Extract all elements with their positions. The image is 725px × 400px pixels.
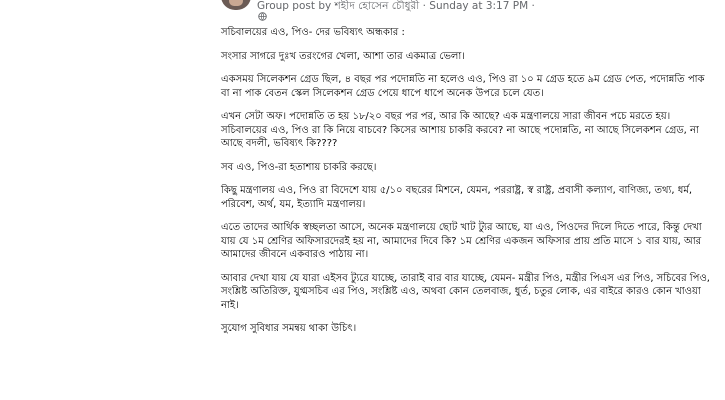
post-paragraph: এখন সেটা অফ। পদোন্নতি ত হয় ১৮/২০ বছর পর পর, আর কি আছে? এক মন্ত্রণালয়ে সারা জীবন পচে মরতে হয়। সচিবালয়ের এও, পিও রা কি নিয়ে বাচবে? কিসের আশায় চাকরি করবে? না আছে পদোন্নতি, না আছে সিলেকশন গ্রেড, না আছে বদলী, ভবিষ্যৎ কি????	[221, 111, 699, 149]
post-body	[221, 26, 716, 346]
post-paragraph: সংসার সাগরে দুঃখ তরংগের খেলা, আশা তার একমাত্র ভেলা।	[221, 50, 465, 62]
post-paragraph: একসময় সিলেকশন গ্রেড ছিল, ৪ বছর পর পদোন্নতি না হলেও এও, পিও রা ১০ ম গ্রেড হতে ৯ম গ্রেড পেত, পদোন্নতি পাক বা না পাক বেতন স্কেল সিলেকশন গ্রেড পেয়ে ধাপে ধাপে অনেক উপরে চলে যেত।	[221, 74, 705, 99]
author-avatar[interactable]	[221, 0, 251, 10]
post-meta[interactable]: Group post by শহীদ হোসেন চৌধুরী · Sunday at 3:17 PM ·	[257, 0, 535, 12]
post-paragraph: সুযোগ সুবিধার সমন্বয় থাকা উচিৎ।	[221, 323, 357, 334]
post-header	[221, 0, 721, 22]
post-paragraph: সব এও, পিও-রা হতাশায় চাকরি করছে।	[221, 161, 377, 173]
globe-icon[interactable]	[258, 12, 267, 21]
post-paragraph: আবার দেখা যায় যে যারা এইসব ট্যুরে যাচ্ছে, তারাই বার বার যাচ্ছে, যেমন- মন্ত্রীর পিও, মন্ত্রীর পিএস এর পিও, সচিবের পিও, সংশ্লিষ্ট অতিরিক্ত, যুগ্মসচিব এর পিও, সংশ্লিষ্ট এও, অথবা কোন তেলবাজ, ধুর্ত, চতুর লোক, এর বাইরে কারও কোন খাওয়া নাই।	[221, 272, 710, 311]
post-paragraph: এতে তাদের আর্থিক স্বচ্ছলতা আসে, অনেক মন্ত্রণালয়ে ছোট খাট ট্যুর আছে, যা এও, পিওদের দিলে দিতে পারে, কিন্তু দেখা যায় যে ১ম শ্রেণির অফিসারদেরই হয় না, আমাদের দিবে কি? ১ম শ্রেণির একজন অফিসার প্রায় প্রতি মাসে ১ বার যায়, আর আমাদের জীবনে একবারও পাঠায় না।	[221, 222, 702, 260]
post-paragraph: কিছু মন্ত্রণালয় এও, পিও রা বিদেশে যায় ৫/১০ বছরের মিশনে, যেমন, পররাষ্ট্র, স্ব রাষ্ট্র, প্রবাসী কল্যাণ, বাণিজ্য, তথ্য, ধর্ম, পরিবেশ, অর্থ, যম, ইত্যাদি মন্ত্রণালয়।	[221, 185, 693, 210]
post-paragraph: সচিবালয়ের এও, পিও- দের ভবিষ্যৎ অন্ধকার :	[221, 27, 405, 38]
